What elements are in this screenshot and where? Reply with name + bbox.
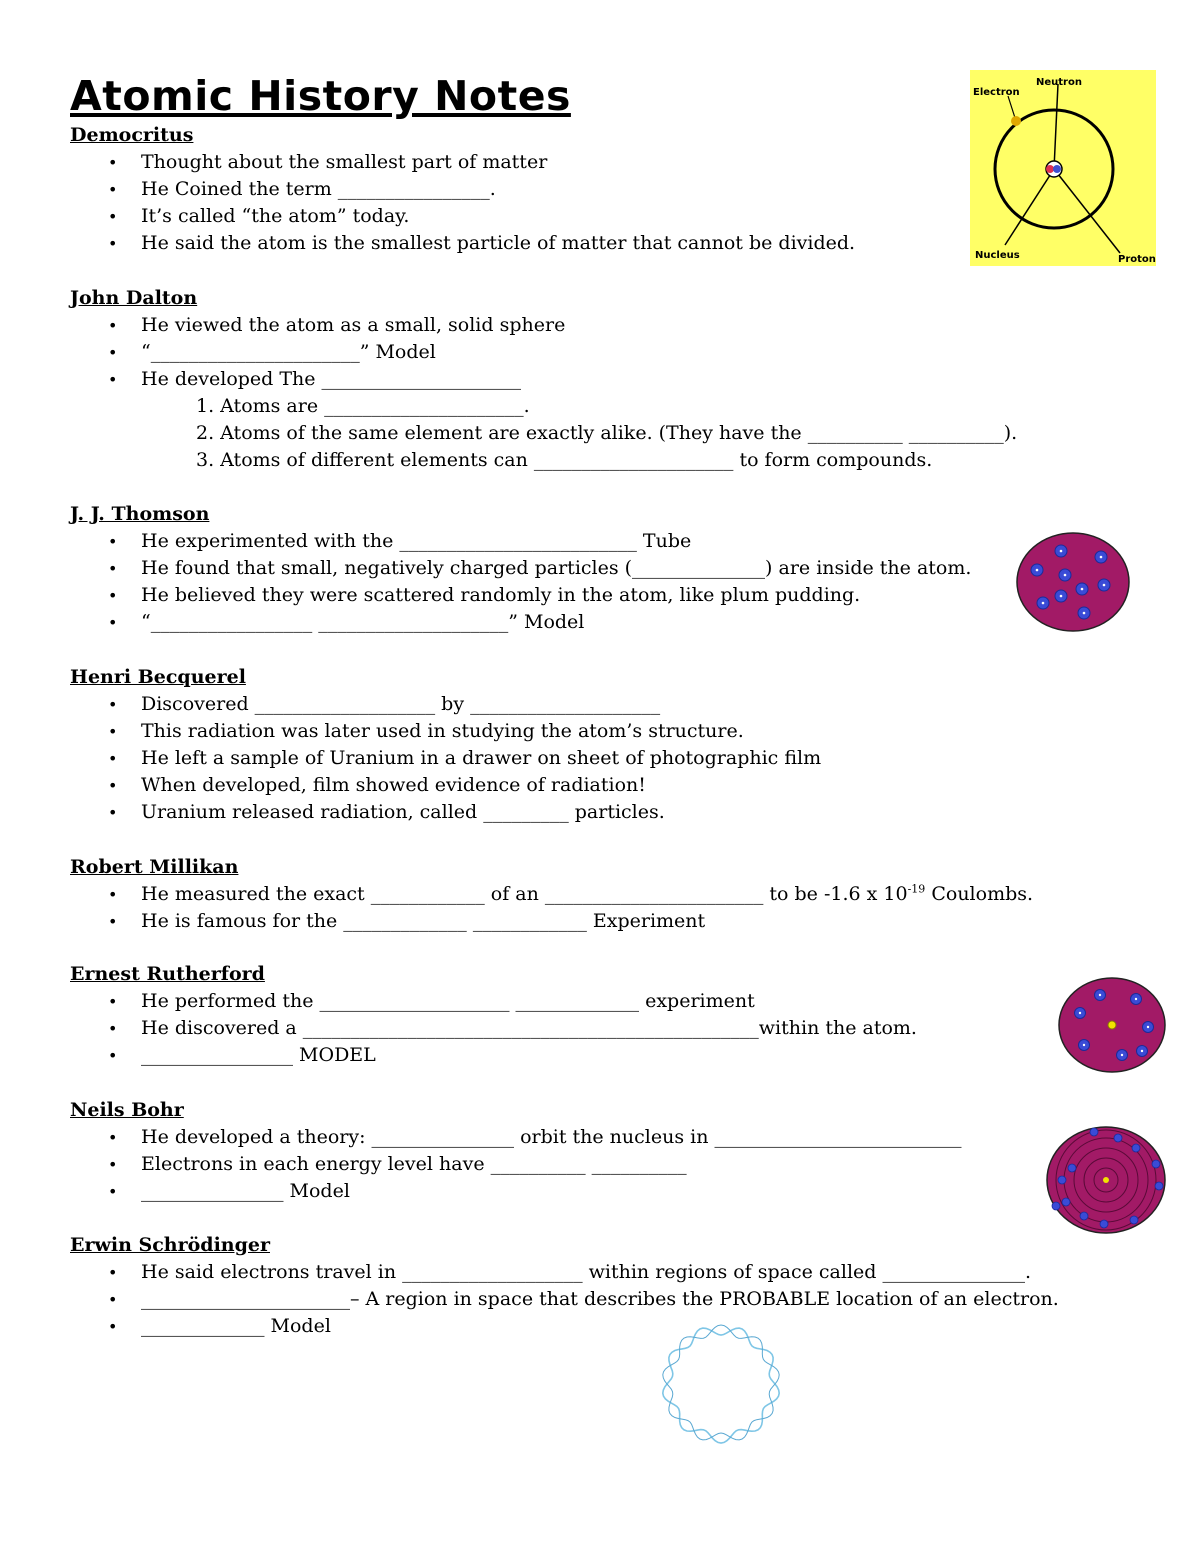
democritus-heading: Democritus: [70, 124, 194, 146]
list-item: • “_________________ ____________________” Model: [70, 609, 971, 636]
schrodinger-heading: Erwin Schrödinger: [70, 1234, 270, 1256]
section-dalton: [70, 285, 1017, 474]
section-bohr: [70, 1097, 962, 1205]
list-item: • He believed they were scattered randomly in the atom, like plum pudding.: [70, 582, 971, 609]
sub-list-item: 3. Atoms of different elements can _____________________ to form compounds.: [196, 449, 933, 471]
proton-label: Proton: [1118, 254, 1156, 265]
list-item: • He developed a theory: _______________ orbit the nucleus in __________________________: [70, 1124, 962, 1151]
sub-list-item: 2. Atoms of the same element are exactly alike. (They have the __________ __________).: [196, 422, 1018, 444]
list-item: • Thought about the smallest part of matter: [70, 149, 855, 176]
list-item: • Uranium released radiation, called _________ particles.: [70, 799, 821, 826]
section-thomson: [70, 501, 971, 636]
section-schrodinger: [70, 1232, 1059, 1340]
list-item: • _____________ Model: [70, 1313, 1059, 1340]
list-item: • He Coined the term ________________.: [70, 176, 855, 203]
millikan-heading: Robert Millikan: [70, 856, 239, 878]
list-item: • ________________ MODEL: [70, 1042, 917, 1069]
page-title: Atomic History Notes: [70, 72, 571, 120]
millikan-item-text: He measured the exact ____________ of an _______________________ to be -1.6 x 10: [141, 883, 908, 905]
list-item: • He found that small, negatively charged particles (______________) are inside the atom.: [70, 555, 971, 582]
thomson-heading: J. J. Thomson: [70, 503, 210, 525]
becquerel-heading: Henri Becquerel: [70, 666, 246, 688]
section-becquerel: [70, 664, 821, 826]
list-item: [70, 881, 1033, 908]
neutron-label: Neutron: [1036, 77, 1082, 88]
list-item: • This radiation was later used in studying the atom’s structure.: [70, 718, 821, 745]
millikan-item-unit: Coulombs.: [925, 883, 1034, 905]
list-item: • When developed, film showed evidence of radiation!: [70, 772, 821, 799]
sub-list-item: 1. Atoms are _____________________.: [196, 395, 530, 417]
list-item: • He experimented with the _________________________ Tube: [70, 528, 971, 555]
nucleus-label: Nucleus: [975, 250, 1020, 261]
section-millikan: [70, 854, 1033, 935]
list-item: • He said electrons travel in ___________________ within regions of space called _______________.: [70, 1259, 1059, 1286]
list-item: • It’s called “the atom” today.: [70, 203, 855, 230]
list-item: • He left a sample of Uranium in a drawer on sheet of photographic film: [70, 745, 821, 772]
list-item: • Discovered ___________________ by ____________________: [70, 691, 821, 718]
list-item: • He performed the ____________________ _____________ experiment: [70, 988, 917, 1015]
list-item: • ______________________– A region in space that describes the PROBABLE location of an electron.: [70, 1286, 1059, 1313]
section-democritus: [70, 122, 855, 257]
plum-pudding-model-image: [1014, 530, 1132, 634]
rutherford-heading: Ernest Rutherford: [70, 963, 265, 985]
list-item: • He said the atom is the smallest particle of matter that cannot be divided.: [70, 230, 855, 257]
list-item: • He discovered a ________________________________________________within the atom.: [70, 1015, 917, 1042]
list-item: • “______________________” Model: [70, 339, 1017, 366]
list-item: • _______________ Model: [70, 1178, 962, 1205]
dalton-heading: John Dalton: [70, 287, 198, 309]
bohr-heading: Neils Bohr: [70, 1099, 184, 1121]
nuclear-model-image: [1056, 975, 1168, 1075]
section-rutherford: [70, 961, 917, 1069]
list-item: • Electrons in each energy level have __________ __________: [70, 1151, 962, 1178]
electron-label: Electron: [973, 87, 1020, 98]
list-item: • He viewed the atom as a small, solid sphere: [70, 312, 1017, 339]
exponent: -19: [907, 882, 926, 896]
bohr-model-image: [1044, 1124, 1168, 1236]
list-item: • He developed The _____________________: [70, 366, 1017, 393]
electron-wave-model-image: [656, 1322, 786, 1446]
list-item: • He is famous for the _____________ ____________ Experiment: [70, 908, 1033, 935]
atom-structure-diagram: [970, 70, 1156, 266]
